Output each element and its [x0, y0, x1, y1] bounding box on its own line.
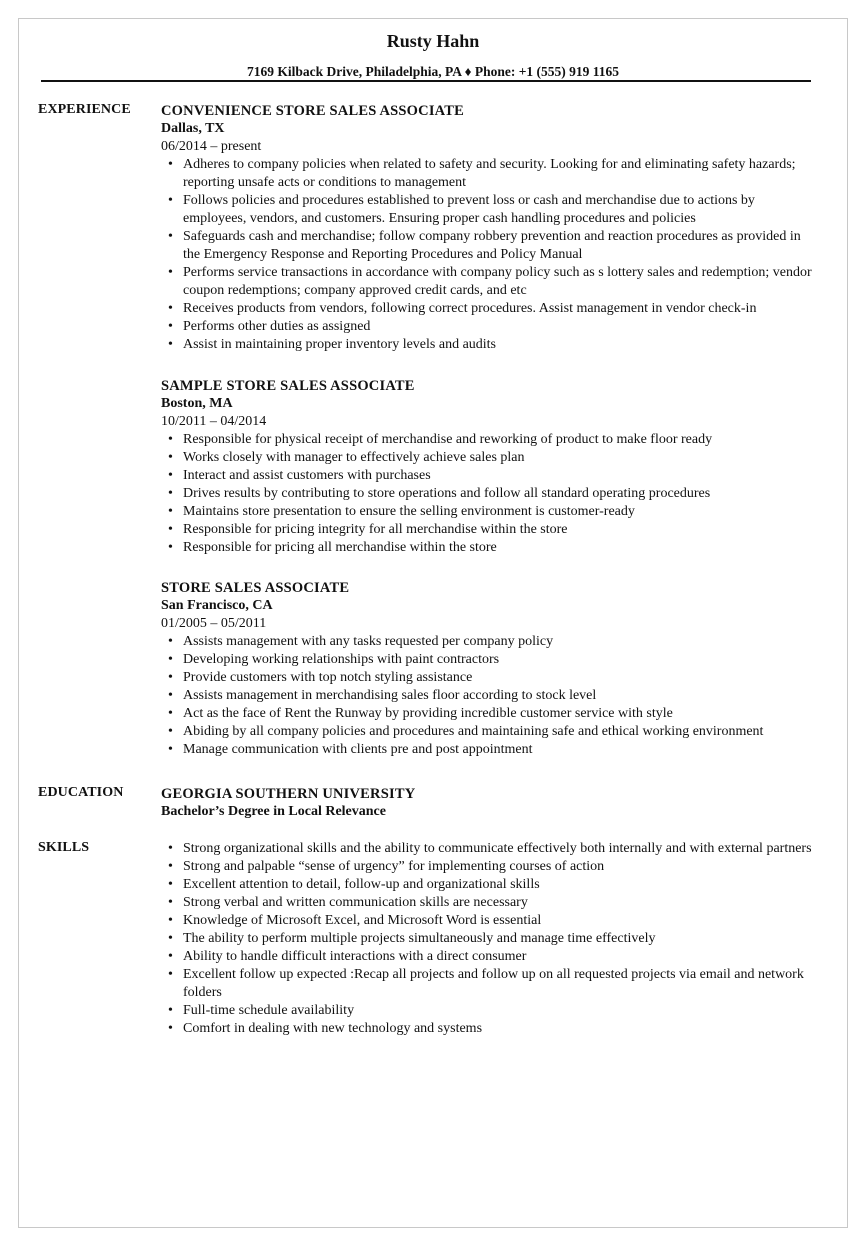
- list-item: • Ability to handle difficult interactions with a direct consumer: [161, 948, 821, 966]
- list-item: • Abiding by all company policies and procedures and maintaining safe and ethical working environment: [161, 723, 821, 741]
- list-item: • Drives results by contributing to store operations and follow all standard operating procedures: [161, 485, 821, 503]
- job-dates: 10/2011 – 04/2014: [161, 414, 267, 429]
- list-item: • Assists management with any tasks requested per company policy: [161, 633, 821, 651]
- list-item: • Act as the face of Rent the Runway by providing incredible customer service with style: [161, 705, 821, 723]
- list-item: • Performs service transactions in accordance with company policy such as s lottery sales and redemption; vendor coupon redemptions; company approved credit cards, and etc: [161, 264, 821, 300]
- list-item: • Maintains store presentation to ensure the selling environment is customer-ready: [161, 503, 821, 521]
- list-item: • Assists management in merchandising sales floor according to stock level: [161, 687, 821, 705]
- job-bullets: [161, 633, 821, 759]
- list-item: • Comfort in dealing with new technology and systems: [161, 1020, 821, 1038]
- list-item: • Adheres to company policies when related to safety and security. Looking for and eliminating safety hazards; reporting unsafe acts or conditions to management: [161, 156, 821, 192]
- skills-heading: SKILLS: [38, 840, 90, 855]
- list-item: • Performs other duties as assigned: [161, 318, 821, 336]
- job-bullets: [161, 431, 821, 557]
- experience-heading: EXPERIENCE: [38, 102, 131, 117]
- skills-list-block: [161, 840, 821, 1038]
- list-item: • Developing working relationships with paint contractors: [161, 651, 821, 669]
- list-item: • Excellent follow up expected :Recap all projects and follow up on all requested projects via email and network folders: [161, 966, 821, 1002]
- job-bullets: [161, 156, 821, 354]
- list-item: • Provide customers with top notch styling assistance: [161, 669, 821, 687]
- list-item: • Excellent attention to detail, follow-up and organizational skills: [161, 876, 821, 894]
- list-item: • Interact and assist customers with purchases: [161, 467, 821, 485]
- header-divider: [41, 80, 811, 82]
- job-dates: 01/2005 – 05/2011: [161, 616, 267, 631]
- list-item: • Knowledge of Microsoft Excel, and Microsoft Word is essential: [161, 912, 821, 930]
- job-location: Boston, MA: [161, 396, 233, 411]
- job-title: SAMPLE STORE SALES ASSOCIATE: [161, 378, 415, 394]
- list-item: • The ability to perform multiple projects simultaneously and manage time effectively: [161, 930, 821, 948]
- list-item: • Works closely with manager to effectively achieve sales plan: [161, 449, 821, 467]
- job-entry: [161, 377, 821, 557]
- contact-line: 7169 Kilback Drive, Philadelphia, PA ♦ Phone: +1 (555) 919 1165: [246, 64, 620, 79]
- job-location: Dallas, TX: [161, 121, 225, 136]
- education-heading: EDUCATION: [38, 785, 124, 800]
- list-item: • Manage communication with clients pre and post appointment: [161, 741, 821, 759]
- school-name: GEORGIA SOUTHERN UNIVERSITY: [161, 786, 416, 802]
- list-item: • Receives products from vendors, following correct procedures. Assist management in vendor check-in: [161, 300, 821, 318]
- list-item: • Responsible for pricing all merchandise within the store: [161, 539, 821, 557]
- list-item: • Strong verbal and written communication skills are necessary: [161, 894, 821, 912]
- list-item: • Responsible for pricing integrity for all merchandise within the store: [161, 521, 821, 539]
- job-location: San Francisco, CA: [161, 598, 273, 613]
- job-title: CONVENIENCE STORE SALES ASSOCIATE: [161, 103, 465, 119]
- list-item: • Strong and palpable “sense of urgency” for implementing courses of action: [161, 858, 821, 876]
- resume-page: [18, 18, 848, 1228]
- job-title: STORE SALES ASSOCIATE: [161, 580, 350, 596]
- skills-list: [161, 840, 821, 1038]
- job-entry: [161, 102, 821, 354]
- list-item: • Assist in maintaining proper inventory levels and audits: [161, 336, 821, 354]
- list-item: • Full-time schedule availability: [161, 1002, 821, 1020]
- list-item: • Follows policies and procedures established to prevent loss or cash and merchandise due to actions by employees, vendors, and customers. Ensuring proper cash handling procedures and policies: [161, 192, 821, 228]
- education-entry: [161, 785, 821, 821]
- degree: Bachelor’s Degree in Local Relevance: [161, 804, 386, 819]
- list-item: • Responsible for physical receipt of merchandise and reworking of product to make floor ready: [161, 431, 821, 449]
- list-item: • Safeguards cash and merchandise; follow company robbery prevention and reaction procedures as provided in the Emergency Response and Reporting Procedures and Policy Manual: [161, 228, 821, 264]
- job-dates: 06/2014 – present: [161, 139, 262, 154]
- job-entry: [161, 579, 821, 759]
- list-item: • Strong organizational skills and the ability to communicate effectively both internally and with external partners: [161, 840, 821, 858]
- candidate-name: Rusty Hahn: [386, 31, 480, 51]
